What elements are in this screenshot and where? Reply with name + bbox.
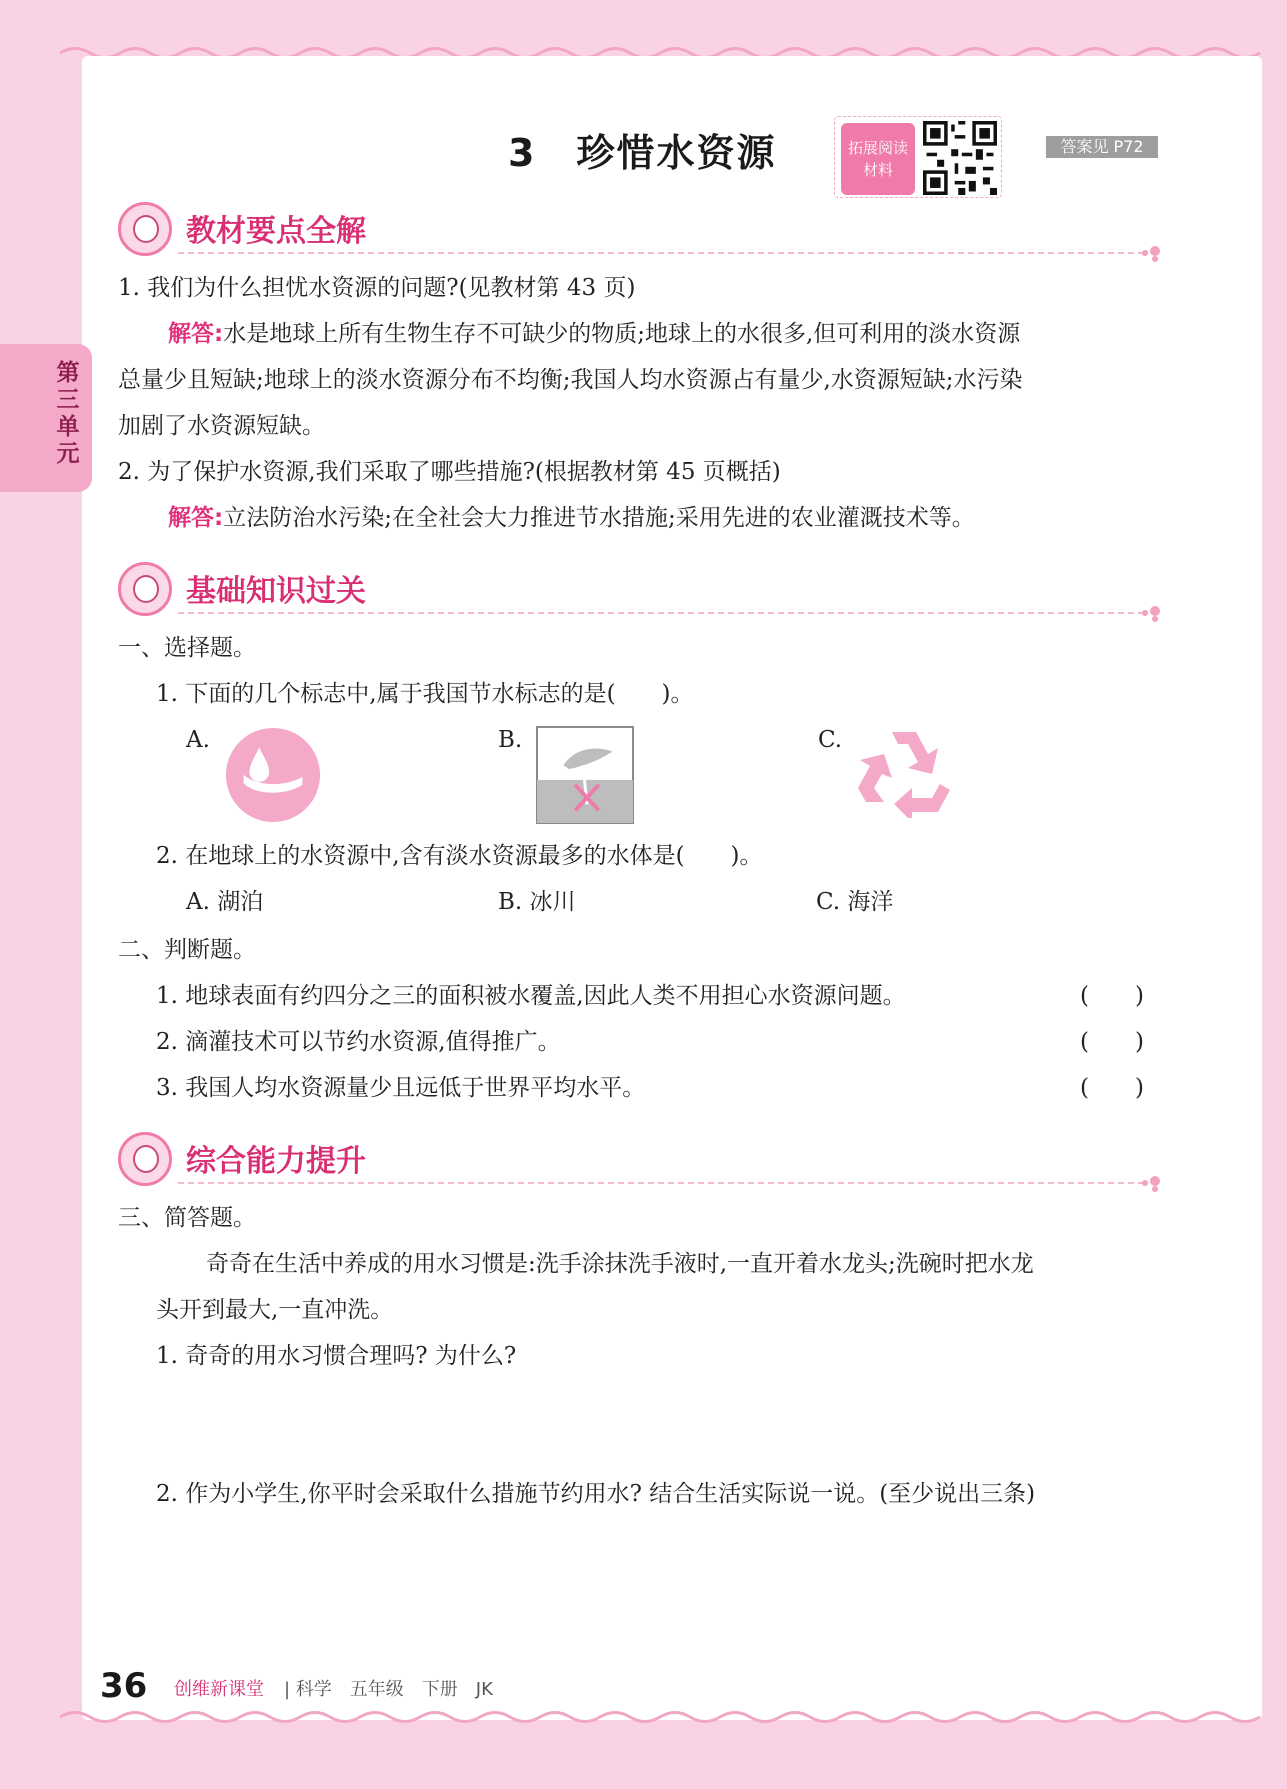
answer-1-line-2: 总量少且短缺;地球上的淡水资源分布不均衡;我国人均水资源占有量少,水资源短缺;水污染 xyxy=(118,367,1023,393)
key-question-2: 2. 为了保护水资源,我们采取了哪些措施?(根据教材第 45 页概括) xyxy=(118,459,781,485)
page-number: 36 xyxy=(100,1666,148,1706)
section-header-key-points xyxy=(118,200,1162,258)
page-title: 3 珍惜水资源 xyxy=(508,131,777,175)
judge-heading: 二、判断题。 xyxy=(118,937,256,963)
qr-reading-box[interactable] xyxy=(834,116,1002,198)
recycle-sign-icon[interactable] xyxy=(854,726,954,818)
option-a-label: A. xyxy=(186,727,210,753)
key-question-1: 1. 我们为什么担忧水资源的问题?(见教材第 43 页) xyxy=(118,275,636,301)
dots-icon xyxy=(1142,606,1162,622)
section-title: 综合能力提升 xyxy=(186,1144,366,1179)
option-c-label: C. xyxy=(818,727,843,753)
cartoon-avatar-icon xyxy=(118,562,172,616)
water-saving-logo-icon[interactable] xyxy=(224,726,322,824)
choice-heading: 一、选择题。 xyxy=(118,635,256,661)
footer-book-info: | 科学 五年级 下册 JK xyxy=(284,1679,493,1700)
section-title: 基础知识过关 xyxy=(186,574,366,609)
footer-brand: 创维新课堂 xyxy=(174,1679,264,1700)
unit-tab-label: 第三单元 xyxy=(56,360,80,467)
section-header-advanced xyxy=(118,1130,1162,1188)
dots-icon xyxy=(1142,246,1162,262)
q2-option-b[interactable]: B. 冰川 xyxy=(498,889,576,915)
section-title: 教材要点全解 xyxy=(186,214,366,249)
judge-item-1: 1. 地球表面有约四分之三的面积被水覆盖,因此人类不用担心水资源问题。 xyxy=(156,983,906,1009)
judge-item-3: 3. 我国人均水资源量少且远低于世界平均水平。 xyxy=(156,1075,646,1101)
answer-label: 解答: xyxy=(168,321,224,347)
qr-code-icon xyxy=(923,121,997,195)
judge-answer-3[interactable]: ( ) xyxy=(1080,1075,1144,1101)
option-b-label: B. xyxy=(498,727,523,753)
cartoon-avatar-icon xyxy=(118,1132,172,1186)
answer-reference: 答案见 P72 xyxy=(1046,136,1158,158)
qr-label: 拓展阅读材料 xyxy=(841,123,915,195)
short-stem-line-1: 奇奇在生活中养成的用水习惯是:洗手涂抹洗手液时,一直开着水龙头;洗碗时把水龙 xyxy=(206,1251,1034,1277)
no-watering-sign-icon[interactable] xyxy=(536,726,634,824)
judge-item-2: 2. 滴灌技术可以节约水资源,值得推广。 xyxy=(156,1029,561,1055)
q2-option-a[interactable]: A. 湖泊 xyxy=(186,889,264,915)
judge-answer-2[interactable]: ( ) xyxy=(1080,1029,1144,1055)
short-question-1: 1. 奇奇的用水习惯合理吗? 为什么? xyxy=(156,1343,517,1369)
answer-1-line-3: 加剧了水资源短缺。 xyxy=(118,413,325,439)
short-answer-heading: 三、简答题。 xyxy=(118,1205,256,1231)
short-stem-line-2: 头开到最大,一直冲洗。 xyxy=(156,1297,394,1323)
dots-icon xyxy=(1142,1176,1162,1192)
answer-2: 解答:立法防治水污染;在全社会大力推进节水措施;采用先进的农业灌溉技术等。 xyxy=(168,505,975,531)
choice-question-2: 2. 在地球上的水资源中,含有淡水资源最多的水体是( )。 xyxy=(156,843,763,869)
answer-1-line-1: 解答:水是地球上所有生物生存不可缺少的物质;地球上的水很多,但可利用的淡水资源 xyxy=(168,321,1021,347)
judge-answer-1[interactable]: ( ) xyxy=(1080,983,1144,1009)
short-question-2: 2. 作为小学生,你平时会采取什么措施节约用水? 结合生活实际说一说。(至少说出三条) xyxy=(156,1481,1036,1507)
answer-label: 解答: xyxy=(168,505,224,531)
choice-question-1: 1. 下面的几个标志中,属于我国节水标志的是( )。 xyxy=(156,681,694,707)
q2-option-c[interactable]: C. 海洋 xyxy=(816,889,894,915)
cartoon-avatar-icon xyxy=(118,202,172,256)
section-header-basic xyxy=(118,560,1162,618)
